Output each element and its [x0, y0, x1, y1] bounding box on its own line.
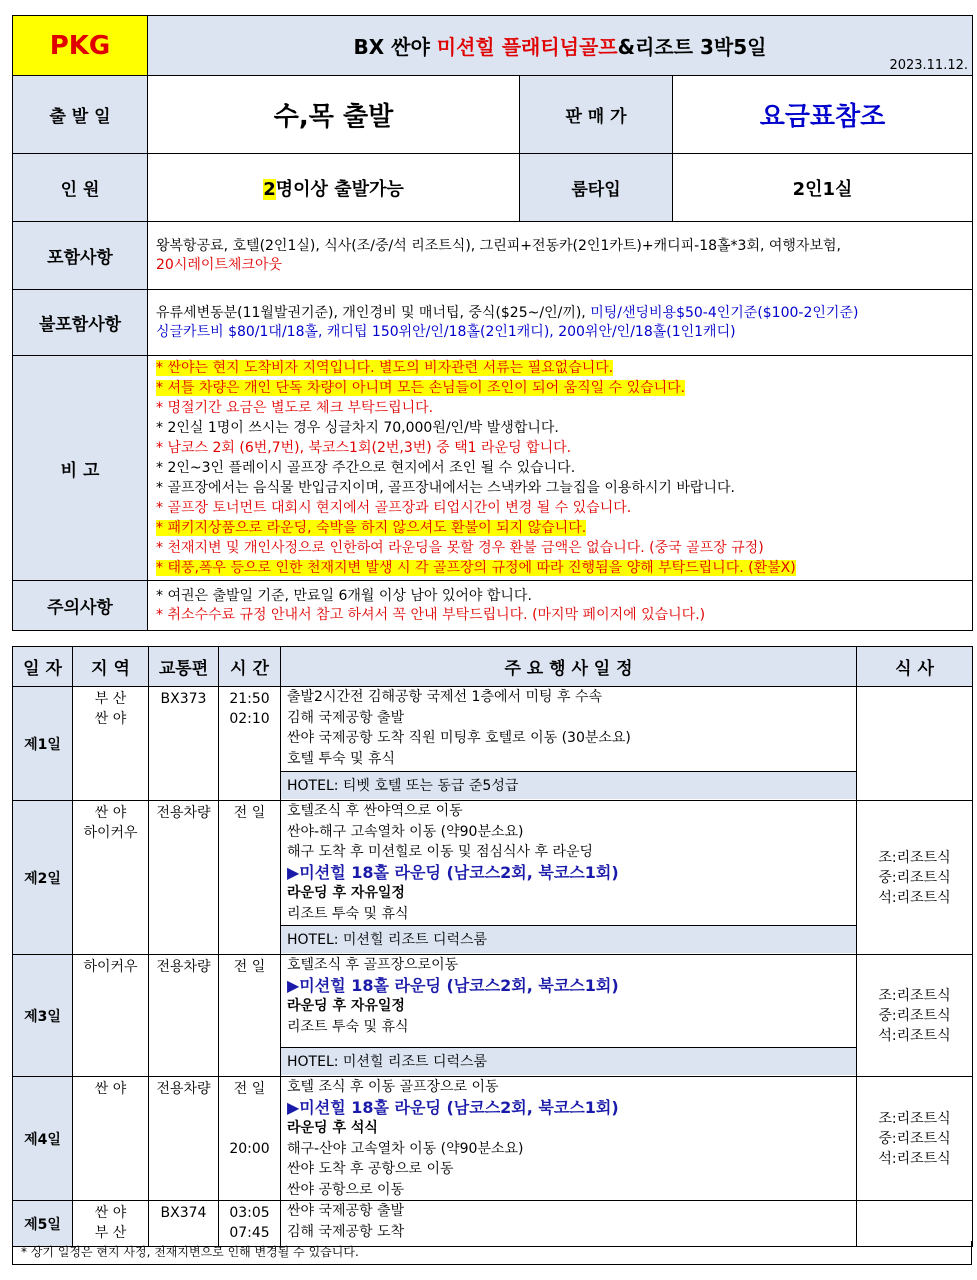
meals: 조:리조트식 중:리조트식 석:리조트식: [857, 1077, 973, 1201]
meals: 조:리조트식 중:리조트식 석:리조트식: [857, 801, 973, 955]
exclude-label: 불포함사항: [13, 290, 148, 356]
issue-date: 2023.11.12.: [889, 58, 969, 73]
depart-value: 수,목 출발: [148, 76, 520, 154]
people-value: 2명이상 출발가능: [148, 154, 520, 222]
caution-value: * 여권은 출발일 기준, 만료일 6개월 이상 남아 있어야 합니다. * 취소수수료 규정 안내서 참고 하셔서 꼭 안내 부탁드립니다. (마지막 페이지에 있습니다.): [148, 581, 973, 631]
table-row: [13, 687, 973, 801]
region: 싼 야 부 산: [73, 1201, 149, 1247]
transport: BX374: [149, 1201, 219, 1247]
table-row: [13, 1201, 973, 1247]
caution-label: 주의사항: [13, 581, 148, 631]
col-header-region: 지 역: [73, 647, 149, 687]
schedule-cell: 출발2시간전 김해공항 국제선 1층에서 미팅 후 수속 김해 국제공항 출발 싼야 국제공항 도착 직원 미팅후 호텔로 이동 (30분소요) 호텔 투숙 및 휴식 HOTEL: 티벳 호텔 또는 동급 준5성급: [281, 687, 857, 801]
room-value: 2인1실: [673, 154, 973, 222]
note-item: * 패키지상품으로 라운딩, 숙박을 하지 않으셔도 환불이 되지 않습니다.: [156, 520, 587, 536]
table-row: [13, 1077, 973, 1201]
transport: 전용차량: [149, 1077, 219, 1201]
col-header-meals: 식 사: [857, 647, 973, 687]
note-item: * 남코스 2회 (6번,7번), 북코스1회(2번,3번) 중 택1 라운딩 합니다.: [156, 440, 572, 456]
depart-label: 출 발 일: [13, 76, 148, 154]
time: 전 일: [219, 801, 281, 955]
region: 싼 야: [73, 1077, 149, 1201]
day-label: 제1일: [13, 687, 73, 801]
notes-label: 비 고: [13, 356, 148, 581]
meals: [857, 1201, 973, 1247]
notes-list: [148, 356, 973, 581]
day-label: 제4일: [13, 1077, 73, 1201]
people-label: 인 원: [13, 154, 148, 222]
schedule-cell: 호텔조식 후 싼야역으로 이동 싼야-해구 고속열차 이동 (약90분소요) 해구 도착 후 미션힐로 이동 및 점심식사 후 라운딩 ▶미션힐 18홀 라운딩 (남코스2회, 북코스1회) 라운딩 후 자유일정 리조트 투숙 및 휴식 HOTEL: 미션힐 리조트 디럭스룸: [281, 801, 857, 955]
region: 하이커우: [73, 955, 149, 1077]
package-title: BX 싼야 미션힐 플래티넘골프&리조트 3박5일 2023.11.12.: [148, 16, 973, 76]
itinerary-table: [12, 646, 973, 1247]
time: 21:50 02:10: [219, 687, 281, 801]
pkg-badge: PKG: [13, 16, 148, 76]
schedule-cell: 호텔 조식 후 이동 골프장으로 이동 ▶미션힐 18홀 라운딩 (남코스2회, 북코스1회) 라운딩 후 석식 해구-산야 고속열차 이동 (약90분소요) 싼야 도착 후 공항으로 이동 싼야 공항으로 이동: [281, 1077, 857, 1201]
hotel-info: HOTEL: 미션힐 리조트 디럭스룸: [281, 925, 856, 953]
transport: 전용차량: [149, 955, 219, 1077]
col-header-transport: 교통편: [149, 647, 219, 687]
meals: 조:리조트식 중:리조트식 석:리조트식: [857, 955, 973, 1077]
price-value: 요금표참조: [673, 76, 973, 154]
schedule-cell: 호텔조식 후 골프장으로이동 ▶미션힐 18홀 라운딩 (남코스2회, 북코스1회) 라운딩 후 자유일정 리조트 투숙 및 휴식 HOTEL: 미션힐 리조트 디럭스룸: [281, 955, 857, 1077]
note-item: * 싼야는 현지 도착비자 지역입니다. 별도의 비자관련 서류는 필요없습니다.: [156, 360, 614, 376]
time: 전 일 20:00: [219, 1077, 281, 1201]
note-item: * 명절기간 요금은 별도로 체크 부탁드립니다.: [156, 400, 434, 416]
table-row: [13, 955, 973, 1077]
day-label: 제5일: [13, 1201, 73, 1247]
transport: BX373: [149, 687, 219, 801]
schedule-footnote: * 상기 일정은 현지 사정, 천재지변으로 인해 변경될 수 있습니다.: [12, 1241, 972, 1265]
golf-round-highlight: ▶미션힐 18홀 라운딩 (남코스2회, 북코스1회): [287, 1097, 619, 1117]
hotel-info: HOTEL: 미션힐 리조트 디럭스룸: [281, 1047, 856, 1075]
col-header-day: 일 자: [13, 647, 73, 687]
time: 03:05 07:45: [219, 1201, 281, 1247]
golf-round-highlight: ▶미션힐 18홀 라운딩 (남코스2회, 북코스1회): [287, 975, 619, 995]
room-label: 룸타입: [520, 154, 673, 222]
note-item: * 2인~3인 플레이시 골프장 주간으로 현지에서 조인 될 수 있습니다.: [156, 460, 576, 476]
table-row: [13, 801, 973, 955]
hotel-info: HOTEL: 티벳 호텔 또는 동급 준5성급: [281, 771, 856, 799]
golf-round-highlight: ▶미션힐 18홀 라운딩 (남코스2회, 북코스1회): [287, 862, 619, 882]
note-item: * 골프장에서는 음식물 반입금지이며, 골프장내에서는 스낵카와 그늘집을 이용하시기 바랍니다.: [156, 480, 735, 496]
day-label: 제3일: [13, 955, 73, 1077]
day-label: 제2일: [13, 801, 73, 955]
transport: 전용차량: [149, 801, 219, 955]
include-value: 왕복항공료, 호텔(2인1실), 식사(조/중/석 리조트식), 그린피+전동카(2인1카트)+캐디피-18홀*3회, 여행자보험, 20시레이트체크아웃: [148, 222, 973, 290]
time: 전 일: [219, 955, 281, 1077]
col-header-schedule: 주 요 행 사 일 정: [281, 647, 857, 687]
schedule-cell: 싼야 국제공항 출발 김해 국제공항 도착: [281, 1201, 857, 1247]
col-header-time: 시 간: [219, 647, 281, 687]
exclude-value: 유류세변동분(11월발권기준), 개인경비 및 매너팁, 중식($25~/인/끼), 미팅/샌딩비용$50-4인기준($100-2인기준) 싱글카트비 $80/1대/18홀, 캐디팁 150위안/인/18홀(2인1캐디), 200위안/인/18홀(1인1캐디): [148, 290, 973, 356]
note-item: * 태풍,폭우 등으로 인한 천재지변 발생 시 각 골프장의 규정에 따라 진행됨을 양해 부탁드립니다. (환불X): [156, 560, 796, 576]
region: 부 산 싼 야: [73, 687, 149, 801]
note-item: * 골프장 토너먼트 대회시 현지에서 골프장과 티업시간이 변경 될 수 있습니다.: [156, 500, 632, 516]
note-item: * 2인실 1명이 쓰시는 경우 싱글차지 70,000원/인/박 발생합니다.: [156, 420, 559, 436]
note-item: * 천재지변 및 개인사정으로 인한하여 라운딩을 못할 경우 환불 금액은 없습니다. (중국 골프장 규정): [156, 540, 764, 556]
package-info-table: [12, 15, 973, 631]
region: 싼 야 하이커우: [73, 801, 149, 955]
note-item: * 셔틀 차량은 개인 단독 차량이 아니며 모든 손님들이 조인이 되어 움직일 수 있습니다.: [156, 380, 686, 396]
include-label: 포함사항: [13, 222, 148, 290]
meals: [857, 687, 973, 801]
price-label: 판 매 가: [520, 76, 673, 154]
